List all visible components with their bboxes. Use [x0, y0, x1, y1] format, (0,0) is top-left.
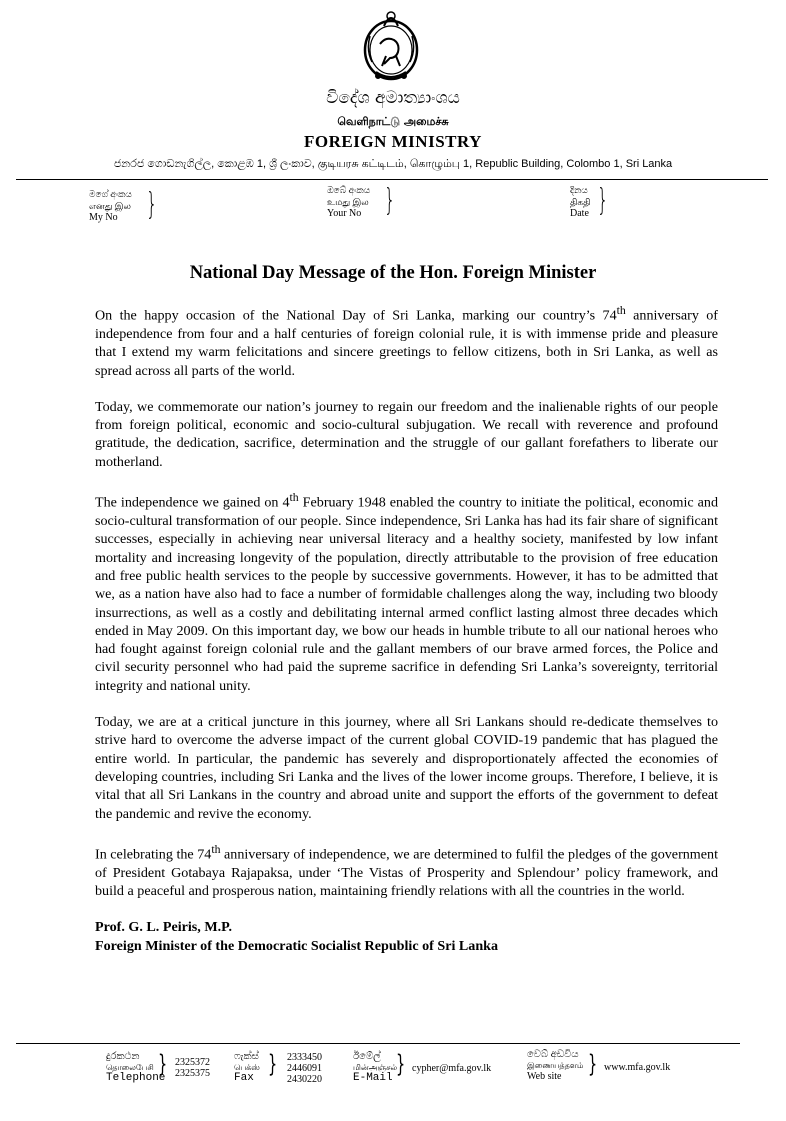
- my-number-label-en: My No: [89, 212, 118, 223]
- date-field: [570, 184, 591, 220]
- email-address-link[interactable]: cypher@mfa.gov.lk: [412, 1063, 492, 1074]
- your-number-field: [327, 184, 370, 220]
- ministry-address: ජනරජ ගොඩනැගිල්ල, කොළඹ 1, ශ්‍රී ලංකාව, குடியரசு கட்டிடம், கொழும்பு 1, Republic Building, Colombo 1, Sri Lanka: [113, 158, 673, 170]
- signatory-name: Prof. G. L. Peiris, M.P.: [95, 919, 233, 936]
- date-brace: }: [597, 183, 609, 218]
- sri-lanka-emblem-icon: [358, 6, 424, 86]
- letter-title: National Day Message of the Hon. Foreign Minister: [189, 263, 597, 283]
- date-label-ta: திகதி: [570, 197, 591, 207]
- footer-divider: [16, 1043, 740, 1044]
- paragraph-3: The independence we gained on 4th February 1948 enabled the country to initiate the political, economic and socio-cultural transformation of our people. Since independence, Sri Lanka has had its fair share of significant successes, especially in achieving near universal literacy and a healthy society, manifested by low infant mortality and increasing longevity of the population, directly attributable to the provision of free education and free public health services to the people by successive governments. However, it has to be admitted that we, as a nation have also had to face a number of formidable challenges along the way, including two bloody insurrections, as well as a costly and debilitating internal armed conflict lasting almost three decades which ended in May 2009. On this important day, we bow our heads in humble tribute to all our national heroes who had fought against foreign colonial rule and the gallant members of our brave armed forces, the Police and civil security personnel who had paid the supreme sacrifice in defending Sri Lanka’s sovereignty, territorial integrity and national unity.: [95, 491, 718, 694]
- ministry-name-tamil: வெளிநாட்டு அமைச்சு: [337, 115, 449, 128]
- ministry-name-sinhala: විදේශ අමාත්‍යාංශය: [326, 88, 460, 108]
- my-number-brace: }: [146, 187, 158, 222]
- website-label: වෙබ් අඩවිය இணையத்தளம் Web site: [527, 1049, 584, 1082]
- my-number-label-si: මගේ අංකය: [89, 189, 132, 199]
- my-number-label-ta: எனது இல: [89, 201, 132, 211]
- paragraph-2: Today, we commemorate our nation’s journey to regain our freedom and the inalienable rights of our people from foreign political, economic and socio-cultural subjugation. We recall with reverence and profound gratitude, the dedication, sacrifice, determination and the struggle of our gallant forefathers to liberate our motherland.: [95, 398, 718, 470]
- paragraph-5: In celebrating the 74th anniversary of independence, we are determined to fulfil the pledges of the government of President Gotabaya Rajapaksa, under ‘The Vistas of Prosperity and Splendour’ policy framework, and build a peaceful and prosperous nation, maintaining friendly relations with all the countries in the world.: [95, 842, 718, 900]
- signatory-title: Foreign Minister of the Democratic Socialist Republic of Sri Lanka: [95, 937, 499, 954]
- header-divider: [16, 179, 768, 180]
- paragraph-4: Today, we are at a critical juncture in this journey, where all Sri Lankans should re-dedicate themselves to strive hard to overcome the adverse impact of the current global COVID-19 pandemic that has plagued the entire world. In particular, the pandemic has severely and disproportionately affected the economies of developing countries, including Sri Lanka and the lives of the lower income groups. Therefore, I believe, it is vital that all Sri Lankans in the country and abroad unite and support the efforts of the government to defeat the pandemic and revive the economy.: [95, 714, 718, 822]
- fax-label: ෆැක්ස් பெக்ஸ் Fax: [234, 1051, 260, 1084]
- letter-body: [95, 302, 718, 955]
- your-number-label-en: Your No: [327, 208, 362, 219]
- website-link[interactable]: www.mfa.gov.lk: [604, 1062, 671, 1073]
- telephone-label: දුරකථන தொலைபேசி Telephone: [106, 1051, 166, 1084]
- signature-block: [95, 918, 718, 955]
- your-number-brace: }: [384, 183, 396, 218]
- telephone-numbers: 2325372 2325375: [175, 1057, 210, 1079]
- website-brace: }: [588, 1050, 598, 1078]
- fax-numbers: 2333450 2446091 2430220: [287, 1052, 322, 1085]
- email-brace: }: [396, 1050, 406, 1078]
- fax-brace: }: [268, 1050, 278, 1078]
- your-number-label-si: ඔබේ අංකය: [327, 185, 371, 195]
- date-label-si: දිනය: [570, 185, 588, 195]
- paragraph-1: On the happy occasion of the National Day of Sri Lanka, marking our country’s 74th anniversary of independence from four and a half centuries of foreign colonial rule, it is with immense pride and pleasure that I extend my warm felicitations and sincere greetings to fellow citizens, both in Sri Lanka, as well as spread across all parts of the world.: [95, 304, 718, 379]
- telephone-brace: }: [158, 1050, 168, 1078]
- email-label: ඊමේල් மின்அஞ்சல் E-Mail: [353, 1051, 398, 1084]
- ministry-name-english: FOREIGN MINISTRY: [304, 132, 482, 151]
- date-label-en: Date: [570, 208, 589, 219]
- your-number-label-ta: உமது இல: [327, 197, 369, 207]
- my-number-field: [89, 188, 132, 224]
